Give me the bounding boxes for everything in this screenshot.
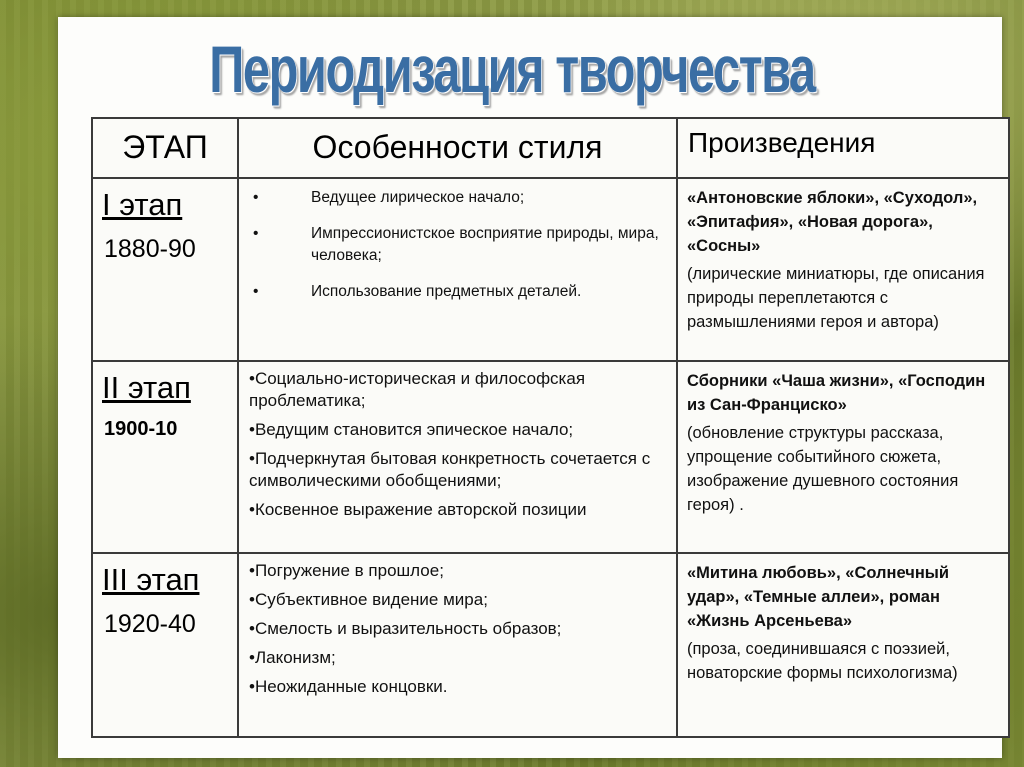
works-titles: «Антоновские яблоки», «Суходол», «Эпитафия», «Новая дорога», «Сосны» [687, 189, 978, 255]
feature-item: •Подчеркнутая бытовая конкретность сочетается с символическими обобщениями; [249, 449, 651, 490]
stage-years: 1920-40 [104, 610, 196, 638]
works-cell [677, 553, 1009, 737]
features-cell [238, 553, 677, 737]
feature-item: •Косвенное выражение авторской позиции [249, 500, 587, 519]
stage-cell [92, 361, 238, 553]
header-style: Особенности стиля [238, 118, 677, 178]
feature-item: •Ведущим становится эпическое начало; [249, 420, 574, 439]
features-cell [238, 361, 677, 553]
stage-years: 1880-90 [104, 235, 196, 263]
slide-title: Периодизация творчества [209, 32, 815, 106]
works-note: (обновление структуры рассказа, упрощение событийного сюжета, изображение душевного состояния героя) . [687, 424, 959, 514]
works-cell [677, 361, 1009, 553]
feature-item: •Смелость и выразительность образов; [249, 619, 562, 638]
works-cell [677, 178, 1009, 361]
stage-cell [92, 553, 238, 737]
feature-item: • Импрессионистское восприятие природы, мира, человека; [253, 225, 659, 264]
works-note: (лирические миниатюры, где описания природы переплетаются с размышлениями героя и автора) [687, 265, 985, 331]
stage-years: 1900-10 [104, 418, 178, 440]
feature-item: •Неожиданные концовки. [249, 677, 448, 696]
feature-item: •Погружение в прошлое; [249, 561, 444, 580]
feature-item: •Социально-историческая и философская проблематика; [249, 369, 586, 410]
stage-name: I этап [102, 187, 183, 222]
feature-item: • Ведущее лирическое начало; [239, 187, 676, 209]
header-works: Произведения [677, 118, 1009, 178]
table-row [92, 361, 1009, 553]
bullet-icon: • [253, 225, 259, 242]
bullet-icon: • [253, 283, 259, 300]
works-titles: Сборники «Чаша жизни», «Господин из Сан-Франциско» [687, 372, 986, 414]
table-header-row [92, 118, 1009, 178]
periodization-table [91, 117, 1010, 738]
features-cell [238, 178, 677, 361]
works-titles: «Митина любовь», «Солнечный удар», «Темные аллеи», роман «Жизнь Арсеньева» [687, 564, 950, 630]
feature-item: •Субъективное видение мира; [249, 590, 488, 609]
stage-cell [92, 178, 238, 361]
table-row [92, 553, 1009, 737]
header-stage: ЭТАП [92, 118, 238, 178]
bullet-icon: • [253, 189, 259, 206]
table-row [92, 178, 1009, 361]
feature-item: • Использование предметных деталей. [239, 281, 676, 303]
feature-item: •Лаконизм; [249, 648, 336, 667]
works-note: (проза, соединившаяся с поэзией, новаторские формы психологизма) [687, 640, 958, 682]
stage-name: II этап [102, 370, 191, 405]
stage-name: III этап [102, 562, 200, 597]
